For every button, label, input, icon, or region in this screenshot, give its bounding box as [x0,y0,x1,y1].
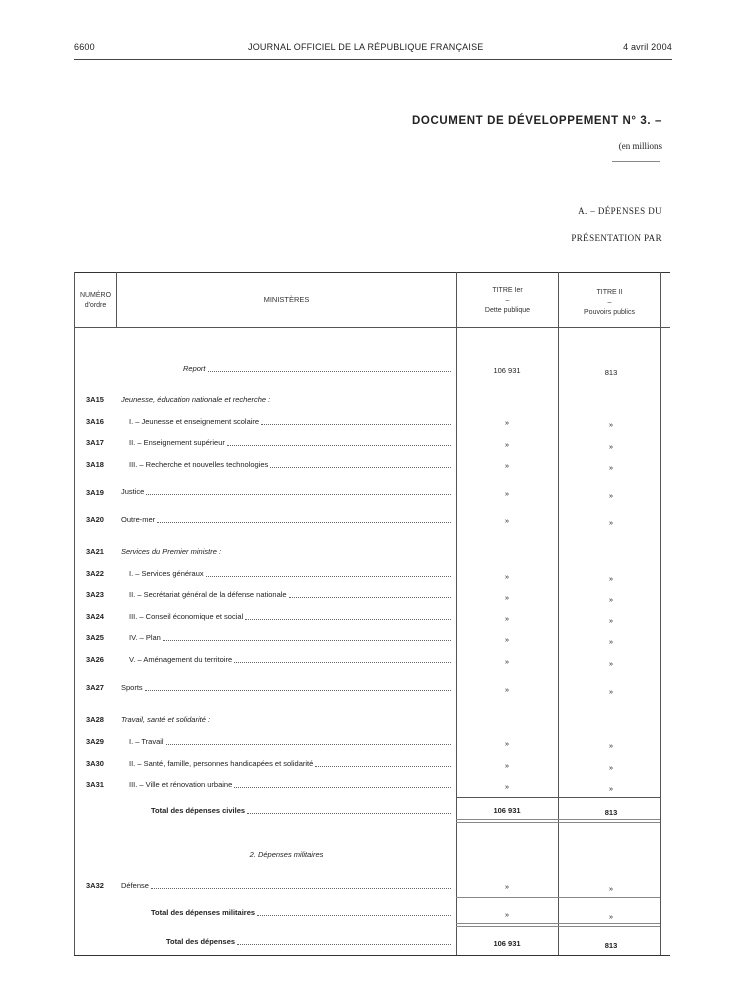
leader-dots [315,759,451,767]
row-titre1: » [504,489,510,498]
row-titre2: » [608,518,614,527]
row-text: I. – Services généraux [129,569,204,578]
row-code: 3A29 [86,737,104,746]
row-text: I. – Jeunesse et enseignement scolaire [129,417,260,426]
header-titre2 [559,288,660,318]
row-label [121,395,451,404]
defense-label [121,881,451,891]
total-military-titre2: » [608,912,614,921]
military-heading: 2. Dépenses militaires [249,850,324,859]
row-label [121,547,451,556]
row-titre2: » [608,574,614,583]
header-number-line1: NUMÉRO [79,292,112,299]
defense-titre1: » [504,882,510,891]
row-titre1: » [504,418,510,427]
row-code: 3A31 [86,780,104,789]
total-military-label [121,908,451,918]
row-code: 3A24 [86,612,104,621]
row-label [121,780,451,790]
row-titre2: » [608,687,614,696]
leader-dots [166,737,451,745]
header-titre2-line3: Pouvoirs publics [584,309,635,316]
row-titre2: » [608,595,614,604]
grand-total-text: Total des dépenses [166,937,236,946]
row-label [121,715,451,724]
row-titre2: » [608,741,614,750]
row-code: 3A28 [86,715,104,724]
row-text: Sports [121,683,143,692]
row-text: Outre-mer [121,515,156,524]
total-military-titre1: » [504,910,510,919]
row-label [121,515,451,525]
leader-dots [208,364,451,372]
row-label [121,759,451,769]
table-left-border [74,272,75,955]
total-civil-label [121,806,451,816]
report-titre1: 106 931 [493,366,521,375]
row-text: III. – Recherche et nouvelles technologies [129,460,269,469]
header-bottom-rule [74,327,670,328]
leader-dots [247,806,451,814]
report-label [121,364,451,374]
row-titre1: » [504,739,510,748]
row-code: 3A32 [86,881,104,890]
row-titre1: » [504,614,510,623]
row-titre2: » [608,784,614,793]
grand-total-titre2: 813 [604,941,618,950]
row-code: 3A18 [86,460,104,469]
table-bottom-rule [74,955,670,956]
row-titre2: » [608,420,614,429]
row-code: 3A25 [86,633,104,642]
header-titre2-line2: – [607,299,612,306]
row-titre2: » [608,637,614,646]
row-titre2: » [608,659,614,668]
grand-total-label [121,937,451,947]
leader-dots [261,417,451,425]
row-code: 3A30 [86,759,104,768]
row-text: Justice [121,487,145,496]
row-text: Jeunesse, éducation nationale et recherche : [121,395,271,404]
header-ministries: MINISTÈRES [263,295,310,304]
row-label [121,487,451,497]
leader-dots [145,683,451,691]
row-titre1: » [504,635,510,644]
row-text: Services du Premier ministre : [121,547,222,556]
leader-dots [227,438,451,446]
report-text: Report [183,364,206,373]
defense-titre2: » [608,884,614,893]
header-number [75,291,116,311]
row-label [121,737,451,747]
row-text: II. – Santé, famille, personnes handicapées et solidarité [129,759,314,768]
row-text: Travail, santé et solidarité : [121,715,211,724]
total-rule-double [456,822,660,823]
defense-text: Défense [121,881,149,890]
header-titre1-line3: Dette publique [484,307,531,314]
document-title: DOCUMENT DE DÉVELOPPEMENT N° 3. – [412,115,662,127]
row-text: II. – Enseignement supérieur [129,438,225,447]
row-label [121,460,451,470]
row-text: II. – Secrétariat général de la défense nationale [129,590,287,599]
header-titre1-line1: TITRE Ier [492,287,523,294]
leader-dots [270,460,451,468]
leader-dots [257,908,451,916]
row-text: I. – Travail [129,737,164,746]
col-divider-titre1 [558,272,559,955]
row-titre1: » [504,516,510,525]
total-rule-double [456,926,660,927]
row-titre2: » [608,616,614,625]
row-code: 3A27 [86,683,104,692]
leader-dots [157,515,451,523]
row-titre2: » [608,442,614,451]
leader-dots [151,881,451,889]
leader-dots [289,590,451,598]
row-code: 3A17 [86,438,104,447]
leader-dots [146,487,451,495]
row-text: III. – Conseil économique et social [129,612,244,621]
leader-dots [163,633,451,641]
row-titre1: » [504,461,510,470]
section-heading: A. – DÉPENSES DU [578,206,662,216]
report-titre2: 813 [604,368,618,377]
row-titre1: » [504,593,510,602]
row-titre1: » [504,685,510,694]
row-titre1: » [504,572,510,581]
row-code: 3A19 [86,488,104,497]
leader-dots [234,780,451,788]
leader-dots [245,612,451,620]
total-rule [456,819,660,820]
header-titre2-line1: TITRE II [596,289,623,296]
row-titre2: » [608,491,614,500]
header-rule [74,59,672,60]
header-titre1 [457,286,558,316]
leader-dots [234,655,451,663]
row-titre1: » [504,782,510,791]
total-civil-titre2: 813 [604,808,618,817]
row-titre2: » [608,463,614,472]
leader-dots [206,569,451,577]
header-number-line2: d'ordre [84,302,107,309]
total-civil-titre1: 106 931 [493,806,521,815]
row-code: 3A20 [86,515,104,524]
units-note: (en millions [618,141,662,151]
grand-total-titre1: 106 931 [493,939,521,948]
issue-date: 4 avril 2004 [623,42,672,52]
subtotal-rule [456,797,660,798]
total-civil-text: Total des dépenses civiles [151,806,246,815]
row-code: 3A15 [86,395,104,404]
journal-title: JOURNAL OFFICIEL DE LA RÉPUBLIQUE FRANÇAISE [248,42,484,52]
row-titre1: » [504,657,510,666]
row-code: 3A22 [86,569,104,578]
row-text: V. – Aménagement du territoire [129,655,233,664]
header-titre1-line2: – [505,297,510,304]
row-label [121,569,451,579]
subtotal-rule [456,897,660,898]
row-code: 3A26 [86,655,104,664]
row-code: 3A16 [86,417,104,426]
row-text: IV. – Plan [129,633,161,642]
row-text: III. – Ville et rénovation urbaine [129,780,233,789]
total-military-text: Total des dépenses militaires [151,908,256,917]
row-code: 3A23 [86,590,104,599]
row-label [121,438,451,448]
row-code: 3A21 [86,547,104,556]
leader-dots [237,937,451,945]
row-titre2: » [608,763,614,772]
row-label [121,683,451,693]
row-label [121,633,451,643]
row-label [121,612,451,622]
page-number: 6600 [74,42,95,52]
table-top-rule [74,272,670,273]
units-rule [612,161,660,162]
row-label [121,417,451,427]
presentation-heading: PRÉSENTATION PAR [571,233,662,243]
total-rule [456,923,660,924]
row-titre1: » [504,440,510,449]
row-label [121,655,451,665]
row-titre1: » [504,761,510,770]
row-label [121,590,451,600]
